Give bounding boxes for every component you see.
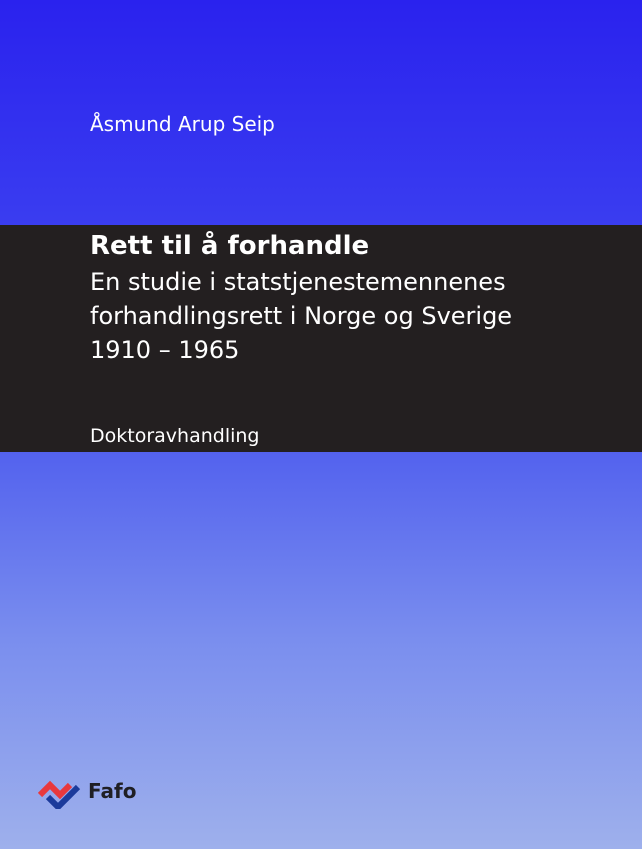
book-subtitle [90, 265, 512, 367]
publisher-logo [38, 773, 136, 809]
subtitle-line: 1910 – 1965 [90, 336, 240, 364]
publisher-name: Fafo [88, 779, 137, 803]
fafo-logo-icon [38, 773, 82, 809]
document-type: Doktoravhandling [90, 425, 260, 447]
subtitle-line: En studie i statstjenestemennenes [90, 268, 506, 296]
author-name: Åsmund Arup Seip [90, 112, 275, 136]
subtitle-line: forhandlingsrett i Norge og Sverige [90, 302, 513, 330]
title-band [0, 225, 642, 452]
book-title: Rett til å forhandle [90, 231, 370, 261]
